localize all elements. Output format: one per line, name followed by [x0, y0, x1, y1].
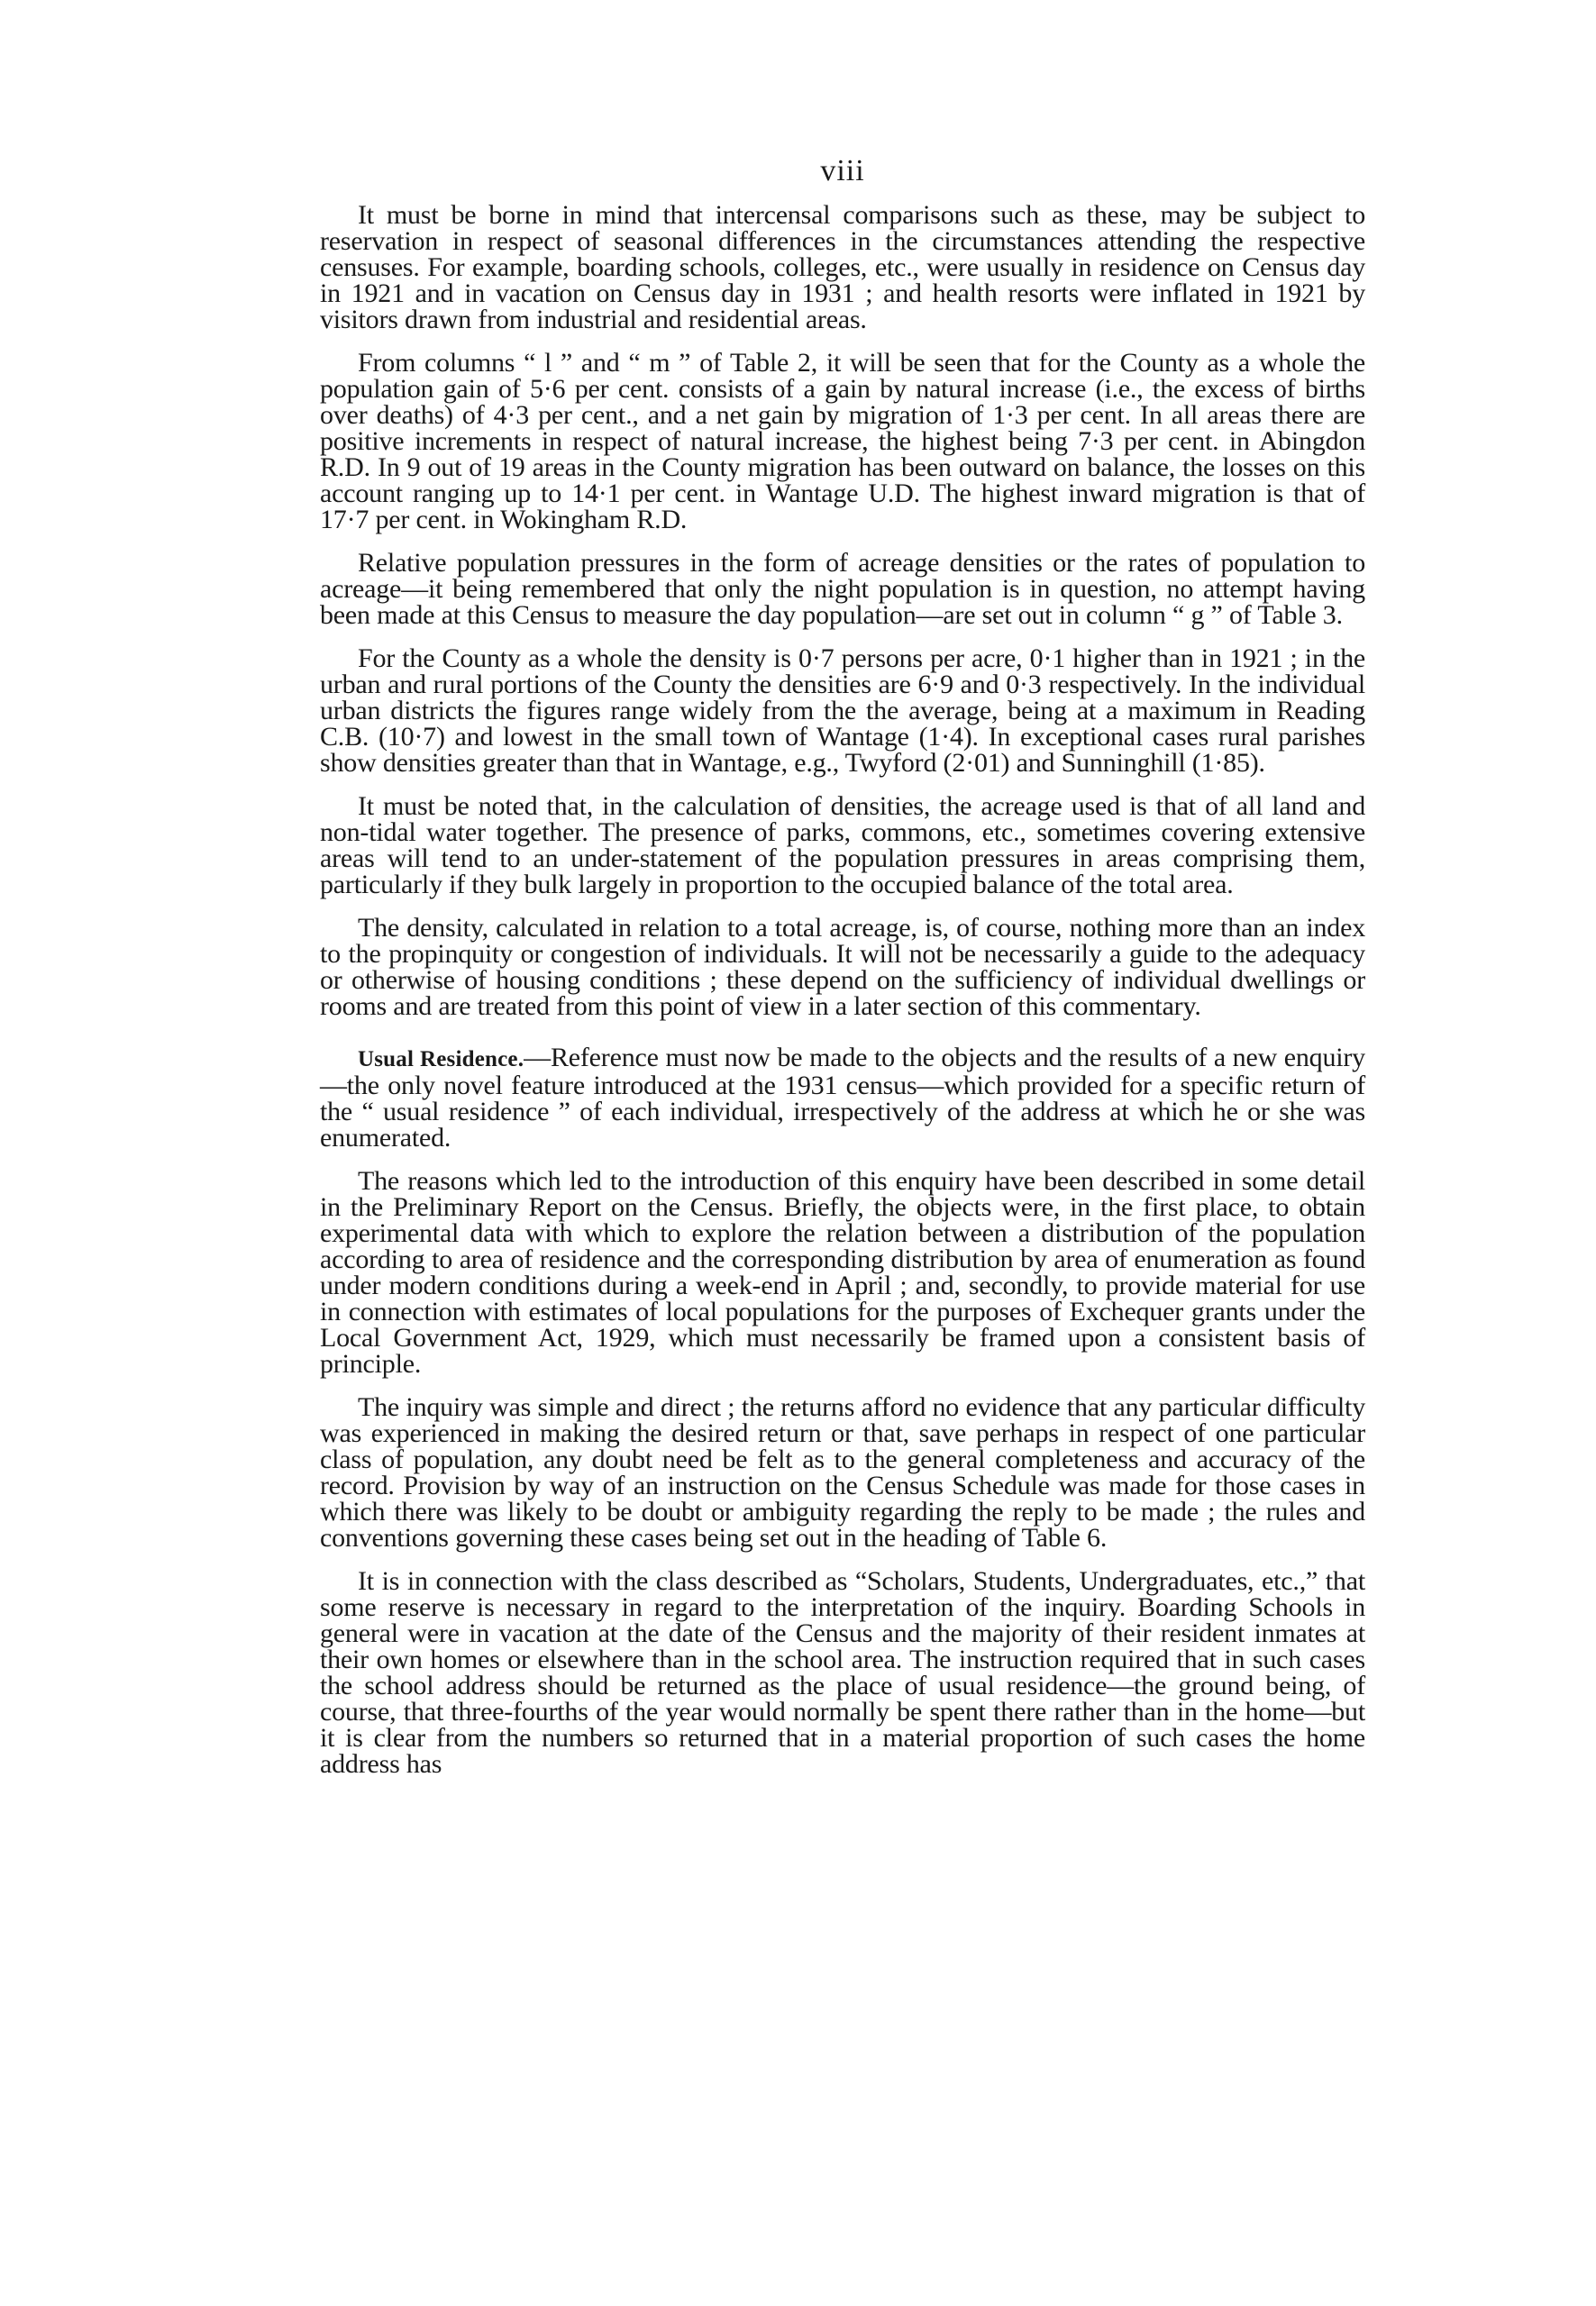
- paragraph-density-index: The density, calculated in relation to a total acreage, is, of course, nothing more than an index to the propinquity or congestion of individuals. It will not be necessarily a guide to the adequacy or otherwise of housing conditions ; these depend on the sufficiency of individual dwellings or rooms and are treated from this point of view in a later section of this commentary.: [320, 913, 1365, 1021]
- paragraph-acreage-calculation: It must be noted that, in the calculation of densities, the acreage used is that of all land and non-tidal water together. The presence of parks, commons, etc., sometimes covering extensive areas will tend to an under-statement of the population pressures in areas comprising them, particularly if they bulk largely in proportion to the occupied balance of the total area.: [320, 791, 1365, 899]
- section-heading-usual-residence: Usual Residence.: [358, 1047, 524, 1071]
- paragraph-population-pressures: Relative population pressures in the form of acreage densities or the rates of population to acreage—it being remembered that only the night population is in question, no attempt having been made at this Census to measure the day population—are set out in column “ g ” of Table 3.: [320, 548, 1365, 630]
- paragraph-intercensal-comparisons: It must be borne in mind that intercensal comparisons such as these, may be subject to reservation in respect of seasonal differences in the circumstances attending the respective censuses. For example, boarding schools, colleges, etc., were usually in residence on Census day in 1921 and in vacation on Census day in 1931 ; and health resorts were inflated in 1921 by visitors drawn from industrial and residential areas.: [320, 200, 1365, 334]
- document-page: [320, 153, 1365, 1794]
- paragraph-usual-residence: [320, 1044, 1365, 1151]
- page-number: viii: [820, 154, 865, 187]
- paragraph-scholars-students: It is in connection with the class described as “Scholars, Students, Undergraduates, etc.,” that some reserve is necessary in regard to the interpretation of the inquiry. Boarding Schools in general were in vacation at the date of the Census and the majority of their resident inmates at their own homes or elsewhere than in the school area. The instruction required that in such cases the school address should be returned as the place of usual residence—the ground being, of course, that three-fourths of the year would normally be spent there rather than in the home—but it is clear from the numbers so returned that in a material proportion of such cases the home address has: [320, 1566, 1365, 1779]
- usual-residence-text: —Reference must now be made to the objects and the results of a new enquiry—the only novel feature introduced at the 1931 census—which provided for a specific return of the “ usual residence ” of each individual, irrespectively of the address at which he or she was enumerated.: [320, 1043, 1365, 1153]
- paragraph-population-gain: From columns “ l ” and “ m ” of Table 2, it will be seen that for the County as a whole the population gain of 5·6 per cent. consists of a gain by natural increase (i.e., the excess of births over deaths) of 4·3 per cent., and a net gain by migration of 1·3 per cent. In all areas there are positive increments in respect of natural increase, the highest being 7·3 per cent. in Abingdon R.D. In 9 out of 19 areas in the County migration has been outward on balance, the losses on this account ranging up to 14·1 per cent. in Wantage U.D. The highest inward migration is that of 17·7 per cent. in Wokingham R.D.: [320, 348, 1365, 534]
- paragraph-inquiry-simple: The inquiry was simple and direct ; the returns afford no evidence that any particular difficulty was experienced in making the desired return or that, save perhaps in respect of one particular class of population, any doubt need be felt as to the general completeness and accuracy of the record. Provision by way of an instruction on the Census Schedule was made for those cases in which there was likely to be doubt or ambiguity regarding the reply to be made ; the rules and conventions governing these cases being set out in the heading of Table 6.: [320, 1392, 1365, 1553]
- paragraph-enquiry-reasons: The reasons which led to the introduction of this enquiry have been described in some detail in the Preliminary Report on the Census. Briefly, the objects were, in the first place, to obtain experimental data with which to explore the relation between a distribution of the population according to area of residence and the corresponding distribution by area of enumeration as found under modern conditions during a week-end in April ; and, secondly, to provide material for use in connection with estimates of local populations for the purposes of Exchequer grants under the Local Government Act, 1929, which must necessarily be framed upon a consistent basis of principle.: [320, 1166, 1365, 1379]
- paragraph-county-density: For the County as a whole the density is 0·7 persons per acre, 0·1 higher than in 1921 ; in the urban and rural portions of the County the densities are 6·9 and 0·3 respectively. In the individual urban districts the figures range widely from the the average, being at a maximum in Reading C.B. (10·7) and lowest in the small town of Wantage (1·4). In exceptional cases rural parishes show densities greater than that in Wantage, e.g., Twyford (2·01) and Sunninghill (1·85).: [320, 643, 1365, 778]
